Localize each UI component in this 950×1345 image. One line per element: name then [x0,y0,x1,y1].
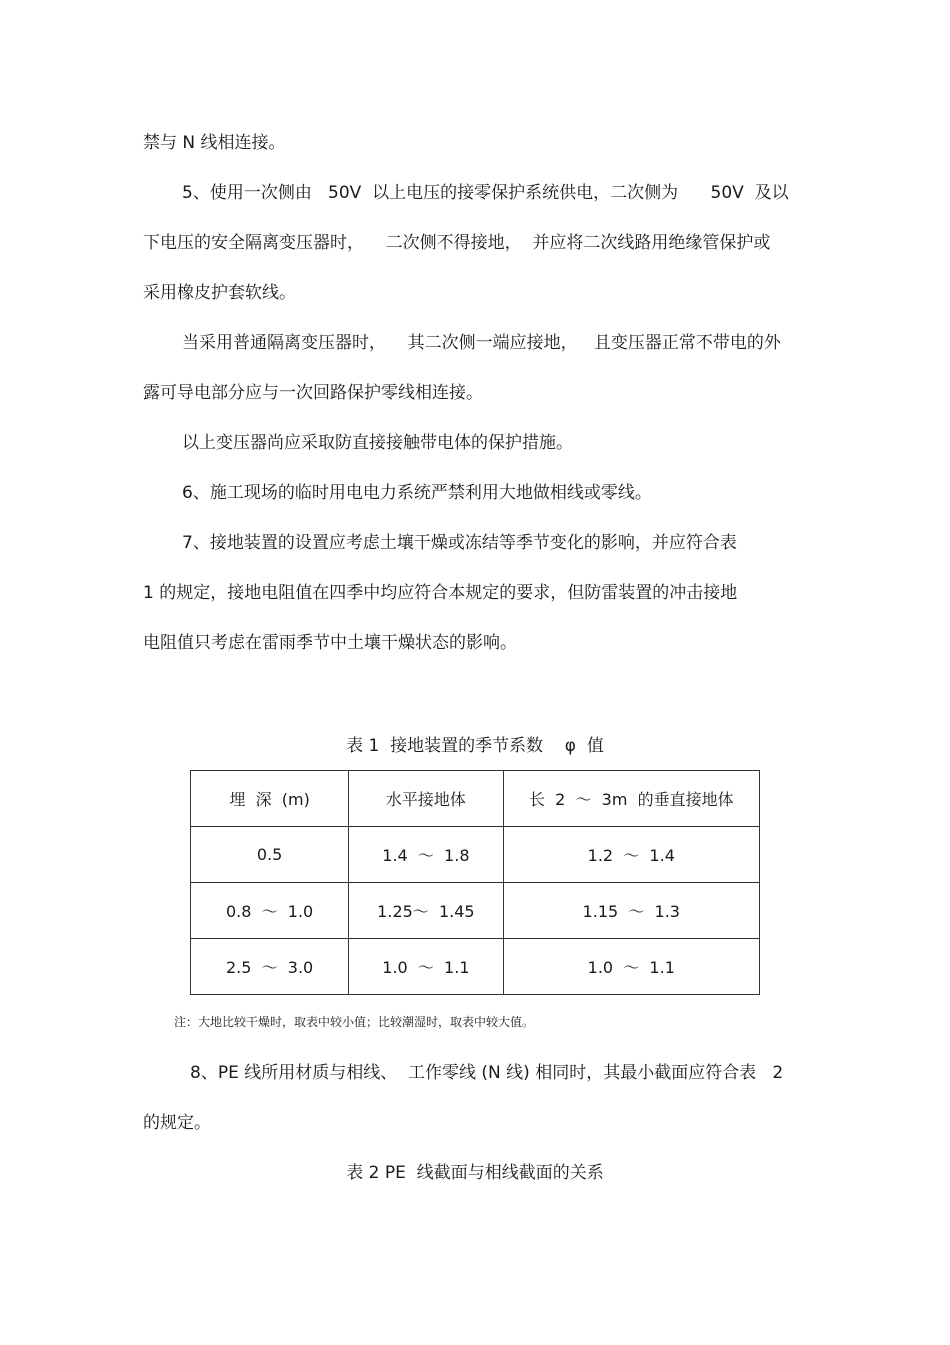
paragraph-line: 的规定。 [143,1113,211,1133]
table-cell: 2.5 ～ 3.0 [191,939,349,995]
paragraph-line: 当采用普通隔离变压器时， 其二次侧一端应接地， 且变压器正常不带电的外 [182,333,781,353]
paragraph-line: 露可导电部分应与一次回路保护零线相连接。 [143,383,483,403]
paragraph-line: 禁与 N 线相连接。 [143,133,286,153]
table-cell: 0.8 ～ 1.0 [191,883,349,939]
paragraph-line: 下电压的安全隔离变压器时， 二次侧不得接地， 并应将二次线路用绝缘管保护或 [143,233,771,253]
table2-caption: 表 2 PE 线截面与相线截面的关系 [346,1163,604,1183]
table-header-cell: 水平接地体 [349,771,503,827]
table-cell: 1.0 ～ 1.1 [349,939,503,995]
paragraph-line: 7、接地装置的设置应考虑土壤干燥或冻结等季节变化的影响，并应符合表 [182,533,737,553]
paragraph-line: 以上变压器尚应采取防直接接触带电体的保护措施。 [182,433,573,453]
table-cell: 1.15 ～ 1.3 [503,883,759,939]
table-header-cell: 长 2 ～ 3m 的垂直接地体 [503,771,759,827]
paragraph-line: 采用橡皮护套软线。 [143,283,296,303]
paragraph-line: 6、施工现场的临时用电电力系统严禁利用大地做相线或零线。 [182,483,652,503]
paragraph-line: 电阻值只考虑在雷雨季节中土壤干燥状态的影响。 [143,633,517,653]
table1 [190,770,760,995]
paragraph-line: 1 的规定，接地电阻值在四季中均应符合本规定的要求，但防雷装置的冲击接地 [143,583,738,603]
paragraph-line: 5、使用一次侧由 50V 以上电压的接零保护系统供电，二次侧为 50V 及以 [182,183,789,203]
table-cell: 1.0 ～ 1.1 [503,939,759,995]
table-row [191,883,760,939]
paragraph-line: 8、PE 线所用材质与相线、 工作零线 (N 线) 相同时，其最小截面应符合表 2 [190,1063,784,1083]
table-row [191,939,760,995]
table-cell: 1.4 ～ 1.8 [349,827,503,883]
table-header-row [191,771,760,827]
table-cell: 0.5 [191,827,349,883]
table1-caption: 表 1 接地装置的季节系数 φ 值 [346,736,604,756]
table-header-cell: 埋 深 (m) [191,771,349,827]
table-cell: 1.25～ 1.45 [349,883,503,939]
table1-note: 注：大地比较干燥时，取表中较小值；比较潮湿时，取表中较大值。 [174,1015,535,1029]
table-row [191,827,760,883]
table-cell: 1.2 ～ 1.4 [503,827,759,883]
